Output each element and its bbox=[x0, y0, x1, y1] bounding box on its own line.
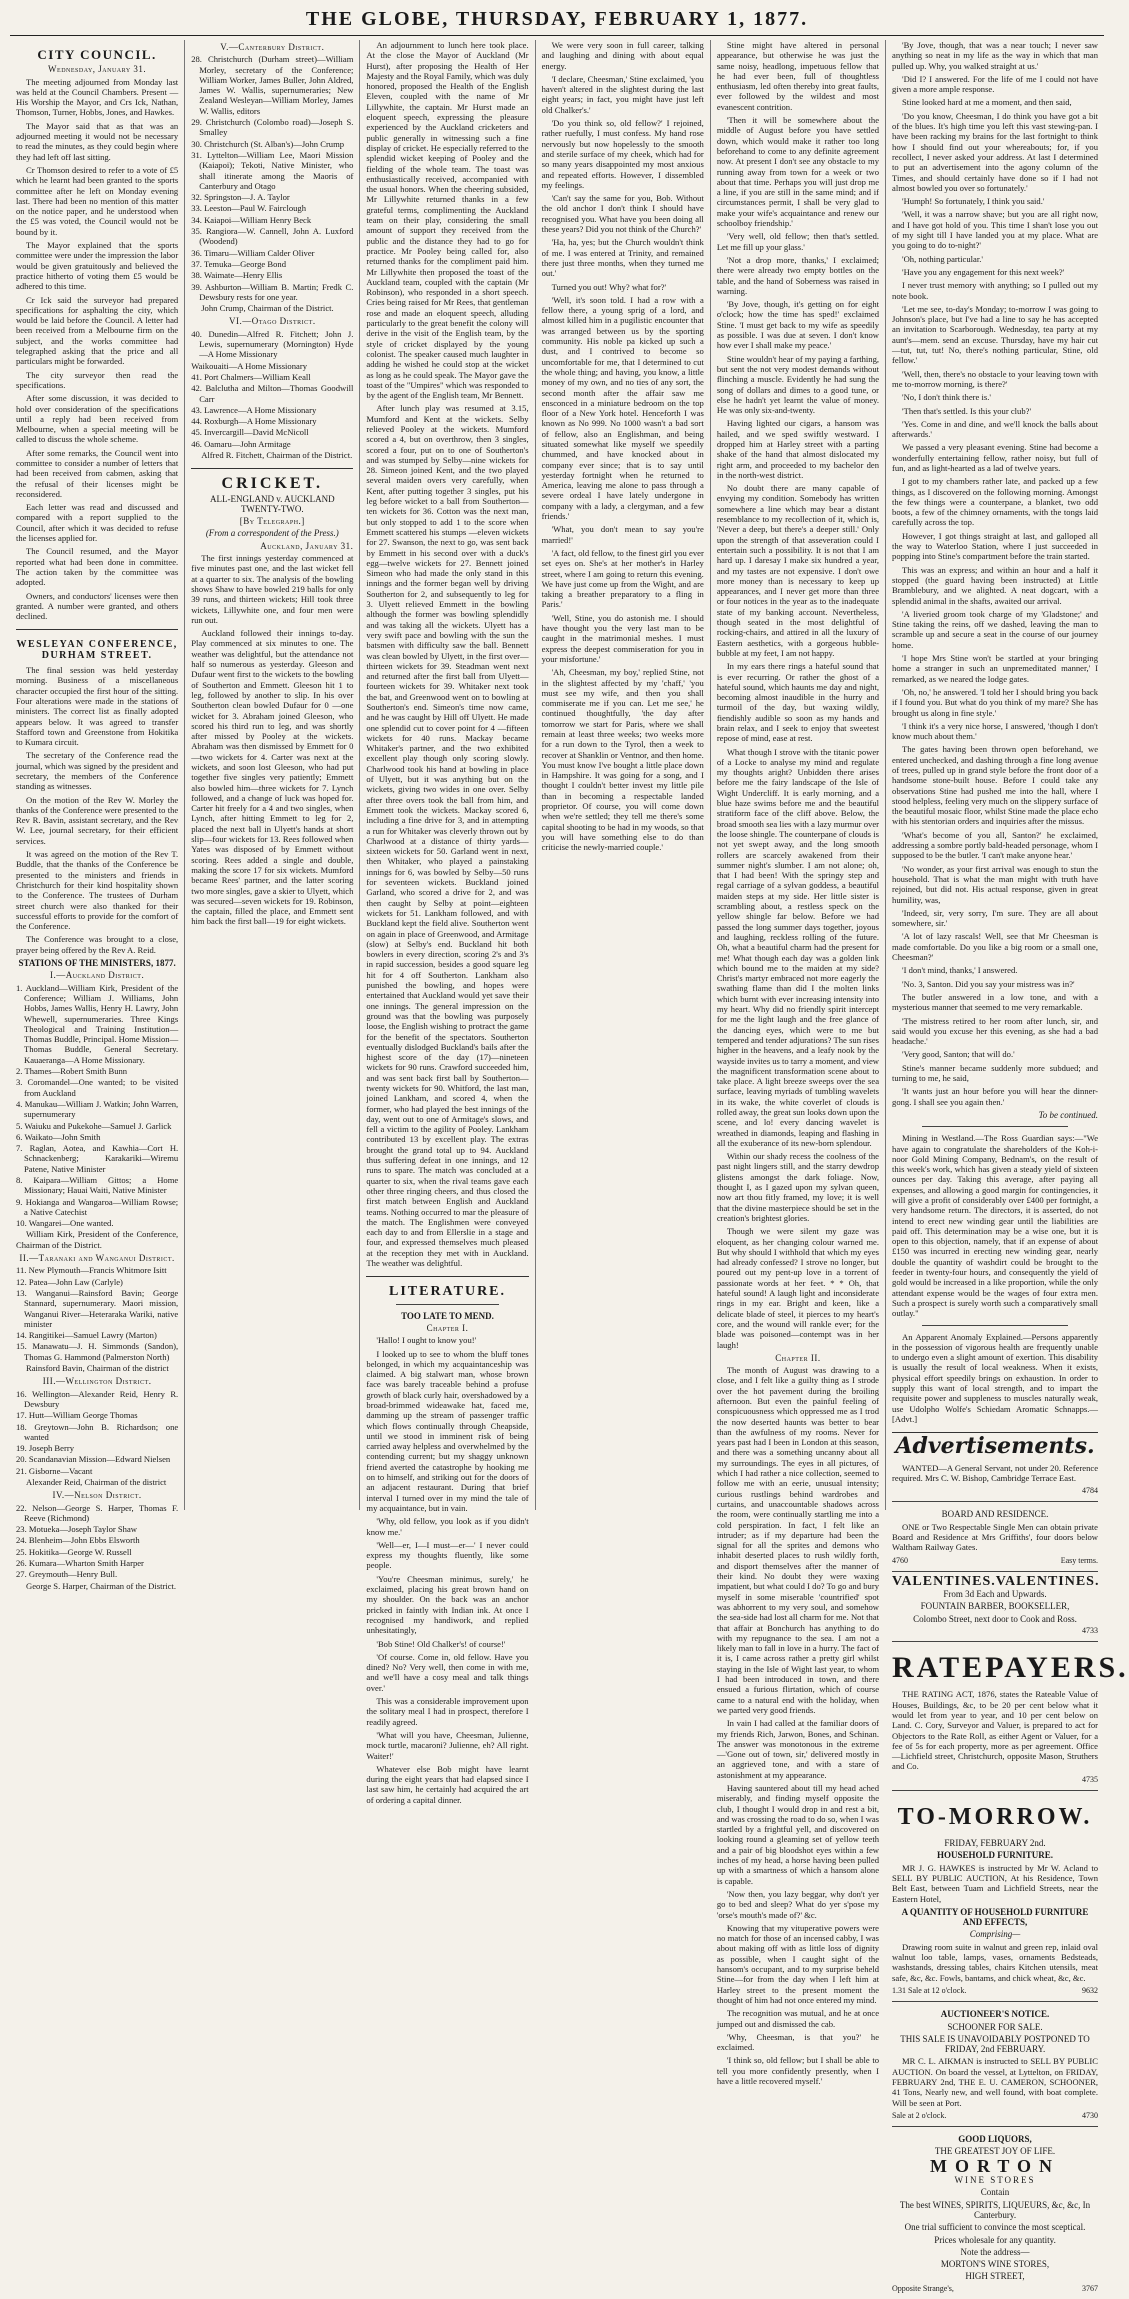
station-entry: 17. Hutt—William George Thomas bbox=[16, 1410, 138, 1421]
column-2 bbox=[185, 40, 360, 1510]
divider bbox=[922, 1126, 1068, 1127]
paragraph: 'Now then, you lazy beggar, why don't yer go to bed and sleep? What do yer s'pose my 'orse's mouth's made of?' &c. bbox=[716, 1888, 880, 1920]
paragraph: 'What will you have, Cheesman, Julienne, mock turtle, macaroni? Julienne, eh? All right. Waiter!' bbox=[366, 1729, 529, 1761]
ad-qty: A QUANTITY OF HOUSEHOLD FURNITURE AND EFFECTS, bbox=[901, 1906, 1089, 1928]
district-heading: I.—Auckland District. bbox=[49, 970, 145, 981]
ad-text: THE RATING ACT, 1876, states the Rateable Value of Houses, Buildings, &c, to be 20 per cent below what it would let from year to year, and 10 per cent below on Land. C. Cory, Surveyor and Valuer, is prepared to act for Objectors to the Rate Roll, as either Agent or Valuer, for a fee of 5s for each property, more as per agreement. Office—Lichfield street, Christchurch, opposite Mason, Struthers and Co. bbox=[892, 1689, 1099, 1772]
ad-number: 3767 bbox=[1082, 2283, 1099, 2293]
divider bbox=[16, 629, 178, 630]
city-council-title: CITY COUNCIL. bbox=[37, 47, 157, 62]
ad-number: 4760 bbox=[892, 1555, 909, 1565]
paragraph: What though I strove with the titanic power of a Locke to analyse my mind and regulate my thoughts aright? Unbidden there arises before me the fairy landscape of the Isle of Wight Undercliff. It is early morning, and a blue haze swims before me and the beautiful stratiform face of the cliff above. Below, the broad smooth sea lies with a lazy murmur over the loose shingle. The counterpane of clouds is not yet swept away, and the long smooth rollers are scarcely awakened from their summer night's slumber. I am not alone; oh, that I had been! With the springy step and regal carriage of a sylvan goddess, a beautiful maiden steps at my side. Her little sister is scrambling about, a restless speck on the yellow shingle far below. Before we had passed the long summer days together, joyous and laughing, reckless rolling of the future. Oh, what a beautiful charm had the present for me! What though each day was a golden link which bound me to the maiden at my side? Christ's martyr embraced not more eagerly the swathing flame than did I the molten links which burnt with ever increasing intensity into my heart. Why did no friendly spirit intercept for me the light laugh and the free glance of the dancing eyes, which were to me but tempered and tender adjurations? The sun rises higher in the heavens, and a leafy nook by the wayside invites us to tarry a moment, and view the magnificent transformation scene about to take place. A light breeze sweeps over the sea surface, leaving myriads of tumbling wavelets in its wake, the white coverlet of clouds is rolled away, the great sun looks down upon the scene, and lo! every dancing wavelet is wreathed in diamonds, leaping and flashing in all the exuberance of its new-born splendour. bbox=[716, 746, 880, 1148]
paragraph: The city surveyor then read the specifications. bbox=[16, 369, 179, 390]
stations-list bbox=[16, 1265, 178, 1362]
paragraph: Stine might have altered in personal appearance, but otherwise he was just the same noisy, headlong, impetuous fellow that he had ever been, full of thoughtless enthusiasm, led often thereby into great faults, ever followed by the wildest and most evanescent contrition. bbox=[716, 40, 880, 112]
station-entry: 27. Greymouth—Henry Bull. bbox=[16, 1569, 118, 1580]
story-body bbox=[717, 1365, 879, 2086]
city-council-date: Wednesday, January 31. bbox=[48, 64, 147, 75]
station-entry: 40. Dunedin—Alfred R. Fitchett; John J. Lewis, supernumerary (Mornington) Hyde—A Home Missionary bbox=[191, 328, 354, 360]
paragraph: Turned you out! Why? what for?' bbox=[551, 281, 667, 292]
ad-trial: One trial sufficient to convince the most sceptical. bbox=[904, 2222, 1086, 2233]
station-entry: 23. Motueka—Joseph Taylor Shaw bbox=[16, 1524, 137, 1535]
paragraph: 'I don't mind, thanks,' I answered. bbox=[902, 965, 1018, 976]
paragraph: 'Of course. Come in, old fellow. Have you dined? No? Very well, then come in with me, and we'll have a cosy meal and talk things over.' bbox=[366, 1651, 529, 1693]
district-heading: V.—Canterbury District. bbox=[220, 42, 325, 52]
ad-number: 9632 bbox=[1082, 1985, 1099, 1995]
paragraph: 'By Jove, though, it's getting on for eight o'clock; how the time has sped!' exclaimed Stine. 'I must get back to my wife as speedily as possible. I was due at seven. I don't know how ever I shall make my peace.' bbox=[716, 299, 880, 351]
paragraph: Stine looked hard at me a moment, and then said, bbox=[902, 97, 1072, 108]
ad-terms: Easy terms. bbox=[1060, 1555, 1099, 1565]
station-entry: 41. Port Chalmers—William Keall bbox=[191, 371, 311, 382]
divider bbox=[191, 468, 353, 469]
ad-number: 4730 bbox=[1082, 2110, 1099, 2120]
station-entry: 16. Wellington—Alexander Reid, Henry R. Dewsbury bbox=[16, 1388, 179, 1409]
paragraph: An adjournment to lunch here took place. At the close the Mayor of Auckland (Mr Hurst), after proposing the Health of Her Majesty and the Royal Family, which was duly honored, proposed the Health of the English Eleven, coupled with the name of Mr Lillywhite, the captain. Mr Hurst made an eloquent speech, expressing the pleasure experienced by the Auckland cricketers and public generally in witnessing such a fine display of cricket. He especially referred to the splendid wicket keeping of Pooley and the fielding of the whole team. The toast was enthusiastically received, accompanied with the usual honors. When the cheering subsided, Mr Lillywhite returned thanks in a few grateful terms, complimenting the Auckland team on their play, considering the small amount of support they received from the public and the distance they had to go for practice. Mr Pooley being called for, also returned thanks for the compliment paid him. Mr Lillywhite then proposed the toast of the Auckland team, coupled with the captain (Mr Robinson), who responded in a short speech. Cries being raised for Mr Rees, that gentleman rose and made an eloquent speech, alluding particularly to the great benefit the colony will derive in the visit of the English team, by the style of cricket displayed by the young colonist. The speaker caused much laughter in adding he wished he could stop at the wicket as long as he could speak. The Mayor gave the toast of the "Umpires" which was responded to by the agent of the English team, Mr Bennett. bbox=[366, 40, 529, 401]
station-entry: 26. Kumara—Wharton Smith Harper bbox=[16, 1558, 144, 1569]
ad-ratepayers bbox=[892, 1642, 1129, 1791]
district-heading: VI.—Otago District. bbox=[229, 316, 316, 327]
anomaly-paragraph: An Apparent Anomaly Explained.—Persons apparently in the possession of vigorous health are frequently unable to undergo even a slight amount of exertion. This disability is usually the result of local weakness. When it exists, physical effort speedily brings on exhaustion. In order to supply this want of local strength, and to impart the requisite power and suppleness to muscles naturally weak, use Udolpho Wolfe's Schiedam Aromatic Schnapps.—[Advt.] bbox=[892, 1331, 1099, 1424]
ratepayers-title: RATEPAYERS. bbox=[892, 1651, 1129, 1685]
station-entry: 14. Rangitikei—Samuel Lawry (Marton) bbox=[16, 1330, 157, 1341]
ad-address: Opposite Strange's, bbox=[892, 2283, 954, 2293]
column-3 bbox=[360, 40, 535, 1805]
paragraph: 'Hallo! I ought to know you!' bbox=[376, 1335, 477, 1346]
ad-items: Drawing room suite in walnut and green rep, inlaid oval walnut loo table, lamps, vases, ornaments Bedsteads, washstands, dressing tables, chairs Kitchen utensils, meat safe, &c, &c. Fowls, bantams, and chick wheat, &c, &c. bbox=[892, 1941, 1099, 1983]
stations-list bbox=[16, 983, 178, 1229]
stations-list bbox=[191, 329, 353, 449]
column-4 bbox=[536, 40, 711, 1510]
station-entry: 33. Leeston—Paul W. Fairclough bbox=[191, 203, 307, 214]
district-chairman: Alfred R. Fitchett, Chairman of the District. bbox=[201, 449, 353, 460]
paragraph: 'A fact, old fellow, to the finest girl you ever set eyes on. She's at her mother's in Harley street, where I am going to return this evening. We have just come up from the Wight, and are taking a breather preparatory to a fling in Paris.' bbox=[541, 547, 704, 610]
paragraph: The secretary of the Conference read the journal, which was signed by the president and secretary, the members of the Conference standing as witnesses. bbox=[16, 750, 179, 792]
station-entry: 8. Kaipara—William Gittos; a Home Missionary; Hauai Waiti, Native Minister bbox=[16, 1174, 179, 1196]
paragraph: 'Very well, old fellow; then that's settled. Let me fill up your glass.' bbox=[716, 231, 880, 252]
paragraph: 'I declare, Cheesman,' Stine exclaimed, 'you haven't altered in the slightest during the last eight years; in fact, you might have just left old Chalker's.' bbox=[541, 73, 704, 115]
paragraph: 'I think it's a very nice horse, I answered, 'though I don't know much about them.' bbox=[892, 720, 1099, 742]
masthead: THE GLOBE, THURSDAY, FEBRUARY 1, 1877. bbox=[10, 8, 1104, 36]
paragraph: 'Oh, nothing particular.' bbox=[902, 253, 983, 264]
paragraph: 'I hope Mrs Stine won't be startled at your bringing home a stranger in such an unpremeditated manner,' I remarked, as we neared the lodge gates. bbox=[892, 653, 1099, 684]
district-chairman: John Crump, Chairman of the District. bbox=[201, 303, 334, 314]
paragraph: In my ears there rings a hateful sound that is ever recurring. Or rather the ghost of a hateful sound, which haunts me day and night, becoming almost inaudible in the hurry and turmoil of the day, but waxing wildly, fiendishly audible so soon as my hands and brain relax, and I seek to enjoy that sweetest repose of mind, ease at rest. bbox=[716, 661, 880, 744]
station-entry: Waikouaiti—A Home Missionary bbox=[191, 360, 307, 371]
paragraph: 'No, I don't think there is.' bbox=[902, 392, 991, 403]
ad-wanted bbox=[892, 1458, 1098, 1503]
station-entry: 37. Temuka—George Bond bbox=[191, 258, 286, 269]
paragraph: 'Did I? I answered. For the life of me I could not have given a more ample response. bbox=[892, 73, 1099, 95]
paragraph: I never trust memory with anything; so I pulled out my note book. bbox=[892, 280, 1099, 301]
ad-tomorrow bbox=[892, 1791, 1098, 2002]
station-entry: 30. Christchurch (St. Alban's)—John Crump bbox=[191, 138, 345, 149]
paragraph: 'It wants just an hour before you will hear the dinner-gong. I shall see you again then.' bbox=[892, 1086, 1099, 1107]
paragraph: 'Then that's settled. Is this your club?' bbox=[902, 405, 1032, 416]
paragraph: 'Do you know, Cheesman, I do think you have got a bit of the blues. It's high time you left this vast stewing-pan. I have been racking my brains for the last fortnight to think how I should find out your whereabouts; for, if you recollect, I never asked your address. At last I determined to put an advertisement into the agony column of the Times, and should certainly have done so if I had not almost bowled you over so fortunately.' bbox=[892, 110, 1099, 193]
paragraph: Each letter was read and discussed and compared with a report supplied to the Council, after which it was decided to refuse the licenses applied for. bbox=[16, 502, 179, 544]
district-heading: IV.—Nelson District. bbox=[52, 1490, 142, 1501]
chapter-heading: Chapter II. bbox=[775, 1352, 821, 1363]
paragraph: The Mayor explained that the sports committee were under the impression the labor would be given gratuitously and believed the practice hitherto of voting them £5 would be adhered to this time. bbox=[16, 240, 179, 292]
station-entry: 39. Ashburton—William B. Martin; Fredk C. Dewsbury rests for one year. bbox=[191, 281, 354, 302]
station-entry: 7. Raglan, Aotea, and Kawhia—Cort H. Schnackenberg; Karakariki—Wiremu Patene, Native Minister bbox=[16, 1143, 179, 1174]
paragraph: 'Why, old fellow, you look as if you didn't know me.' bbox=[366, 1516, 529, 1537]
station-entry: 45. Invercargill—David McNicoll bbox=[191, 427, 309, 438]
ad-shop: FOUNTAIN BARBER, BOOKSELLER, bbox=[920, 1601, 1070, 1612]
ad-number: 4735 bbox=[1082, 1774, 1099, 1784]
paragraph: The recognition was mutual, and he at once jumped out and dismissed the cab. bbox=[716, 2008, 880, 2029]
paragraph: We passed a very pleasant evening. Stine had become a wonderfully entertaining fellow, rather noisy, but full of fun, and as light-hearted as a lad of twelve years. bbox=[892, 442, 1099, 473]
ad-comprising: Comprising— bbox=[969, 1929, 1021, 1940]
paragraph: 'Humph! So fortunately, I think you said.' bbox=[902, 196, 1045, 207]
divider bbox=[366, 1276, 528, 1277]
mining-paragraph: Mining in Westland.—The Ross Guardian says:—"We have again to congratulate the shareholders of the Koh-i-noor Gold Mining Company, Bednam's, on the result of this week's work, which has given a steady yield of sixteen ounces per day. Taking this average, after paying all expenses, and allowing a good margin for contingencies, it will give a profit of considerably over £400 per fortnight, a very handsome return. The directors, it is asserted, do not intend to erect new winding gear until the liabilities are paid off. This determination may be a wise one, but it is open to this objection, namely, that if an expense of about £150 was incurred in erecting new winding gear, nearly double the quantity of washdirt could be brought to the feeder in twenty-four hours, and consequently the yield of gold would be increased in a like proportion, while the only attendant expense would be the wages of four extra men. Such a prospect is surely worth such a comparatively small outlay." bbox=[892, 1133, 1099, 1319]
ad-address: MORTON'S WINE STORES, bbox=[940, 2259, 1050, 2270]
ad-text: ONE or Two Respectable Single Men can obtain private Board and Residence at Mrs Griffiths', four doors below Waltham Railway Gates. bbox=[892, 1521, 1099, 1553]
paragraph: 'Ah, Cheesman, my boy,' replied Stine, not in the slightest affected by my 'chaff,' 'you must see my wife, and then you shall commiserate me if you can. Let me see,' he continued thoughtfully, 'the day after tomorrow we start for Paris, where we shall remain at least three weeks; two weeks more for a run down to the Tyrol, then a week to recover at Shanklin or Ventnor, and then home. You must know I've bought a little place down in Hampshire. It was going for a song, and I thought I couldn't better invest my little pile than in becoming a respectable landed proprietor. Of course, you will come down when we're settled; they tell me there's some capital shooting to be had in my woods, so that you will have something else to do than criticise the newly-married couple.' bbox=[541, 667, 704, 853]
ad-date: FRIDAY, FEBRUARY 2nd. bbox=[944, 1838, 1046, 1849]
paragraph: 'Can't say the same for you, Bob. Without the old anchor I don't think I should have recognised you. What have you been doing all these years? Did you not think of the Church?' bbox=[541, 193, 704, 235]
paragraph: No doubt there are many capable of envying my condition. Somebody has written somewhere a line which may bear a distant resemblance to my recollection of it, which is, 'Never a deep, but there's a deeper still.' Only upon the strength of that asseveration could I entertain such a possibility. It is not that I am hard up. I daresay I make six hundred a year, and my tastes are not expensive. I don't owe more money than is necessary to keep up appearances, and I never get more than three or four notices in the year as to the inadequate state of my banking account. Nevertheless, though seated in the most delightful of rocking-chairs, and attired in all the luxury of Eastern aesthetics, with a gorgeous hubble-bubble at my feet, I am not happy. bbox=[716, 483, 880, 658]
paragraph: I got to my chambers rather late, and packed up a few things, as I discovered on the following morning. Amongst the few things were a counterpane, a blanket, two odd boots, a few of the chimney ornaments, with the tongs laid carefully across the top. bbox=[892, 476, 1099, 528]
station-entry: 28. Christchurch (Durham street)—William Morley, secretary of the Conference; William Worker, James Buller, John Aldred, James W. Wallis, supernumeraries; New Zealand Wesleyan—William Morley, James W. Wallis, editors bbox=[191, 54, 354, 116]
paragraph: After some discussion, it was decided to hold over consideration of the specifications until a reply had been received from Melbourne, when a special meeting will be called to discuss the whole scheme. bbox=[16, 393, 179, 445]
cricket-match: ALL-ENGLAND v. AUCKLAND TWENTY-TWO. bbox=[209, 493, 335, 514]
cricket-body-continued bbox=[366, 40, 528, 1268]
paragraph: The final session was held yesterday morning. Business of a miscellaneous character occupied the first hour of the sitting. Four alterations were made in the stations of ministers. The correct list as finally adopted appears below. It was agreed to transfer Stafford town and Greenstone from Hokitika to Kumara circuit. bbox=[16, 665, 179, 748]
station-entry: 31. Lyttelton—William Lee, Maori Mission (Kaiapoi); Tekoti, Native Minister, who shall itinerate among the Maoris of Canterbury and Otago bbox=[191, 149, 354, 191]
paragraph: 'Yes. Come in and dine, and we'll knock the balls about afterwards.' bbox=[892, 418, 1099, 440]
ad-number: 4733 bbox=[1082, 1626, 1099, 1636]
story-body-continued bbox=[892, 40, 1098, 1107]
station-entry: 6. Waikato—John Smith bbox=[16, 1131, 101, 1142]
station-entry: 10. Wangarei—One wanted. bbox=[16, 1218, 114, 1229]
station-entry: 43. Lawrence—A Home Missionary bbox=[191, 404, 317, 415]
district-chairman: William Kirk, President of the Conference, Chairman of the District. bbox=[16, 1229, 179, 1250]
story-body-continued bbox=[542, 40, 704, 853]
ad-price: From 3d Each and Upwards. bbox=[943, 1589, 1047, 1600]
column-5 bbox=[711, 40, 886, 2086]
paragraph: In vain I had called at the familiar doors of my friends Rich, Jarwon, Bones, and Schinan. The answer was monotonous in the extreme—'Gone out of town, sir,' delivered mostly in an aggrieved tone, and with a stare of astonishment at my appearance. bbox=[716, 1718, 880, 1780]
paragraph: The gates having been thrown open beforehand, we entered unchecked, and dashing through a fine long avenue of trees, pulled up in grand style before the front door of a handsome stone-built house. Before I could take any observations Stine had pushed me into the hall, where I stood helpless, feeling very much on the slippery surface of the beautiful mosaic floor, whilst Stine made the place echo with his stentorian orders and inquiries after the missus. bbox=[892, 744, 1099, 827]
valentines-right: VALENTINES. bbox=[995, 1573, 1100, 1589]
column-6 bbox=[886, 40, 1129, 2293]
paragraph: Though we were silent my gaze was eloquent, as her changing colour warned me. But why should I withhold that which my eyes had already confessed? I strove no longer, but poured out my pent-up love in a torrent of passionate words at her feet. * * Oh, that hateful sound! A laugh light and inconsiderate rings in my ear. Bright and keen, like a delicate blade of steel, it pierces to my heart's core, and the wound will rankle ever; for the blade was poisoned—contempt was in her laugh! bbox=[716, 1226, 880, 1350]
story-body bbox=[366, 1335, 528, 1805]
paragraph: The Council resumed, and the Mayor reported what had been done in committee. The action taken by the committee was adopted. bbox=[16, 546, 179, 588]
ad-notice bbox=[892, 2002, 1098, 2127]
wesleyan-body bbox=[16, 665, 178, 955]
ad-address: Colombo Street, next door to Cook and Ross. bbox=[913, 1613, 1077, 1624]
literature-title: LITERATURE. bbox=[388, 1284, 507, 1300]
district-chairman: Rainsford Bavin, Chairman of the district bbox=[26, 1363, 169, 1374]
ad-text: MR J. G. HAWKES is instructed by Mr W. Acland to SELL BY PUBLIC AUCTION, At his Residence, Town Belt East, between Tuam and Lichfield Streets, near the Eastern Hotel, bbox=[892, 1862, 1099, 1904]
paragraph: 'Well—er, I—I must—er—' I never could express my thoughts fluently, like some people. bbox=[366, 1539, 529, 1571]
paragraph: 'Well, Stine, you do astonish me. I should have thought you the very last man to be caught in the matrimonial meshes. I must express the deepest commiseration for you in your misfortune.' bbox=[541, 612, 704, 664]
paragraph: Having sauntered about till my head ached miserably, and finding myself opposite the club, I thought I would drop in and rest a bit, and was crossing the road to do so, when I was startled by a frightful yell, and discovered on looking round a gleaming set of yellow teeth and a pair of big bloodshot eyes within a few inches of my head, a horse having been pulled up with a smartness of which a hansom alone is capable. bbox=[716, 1782, 880, 1886]
paragraph: 'Why, Cheesman, is that you?' he exclaimed. bbox=[716, 2031, 880, 2053]
to-be-continued: To be continued. bbox=[1038, 1109, 1099, 1120]
ad-good: GOOD LIQUORS, bbox=[958, 2134, 1032, 2145]
station-entry: 38. Waimate—Henry Ellis bbox=[191, 270, 283, 281]
paragraph: 'You're Cheesman minimus, surely,' he exclaimed, placing his great brown hand on my shoulder. On the back was an anchor pricked in faintly with Indian ink. At once I recognised my handiwork, and replied unhesitatingly, bbox=[366, 1573, 529, 1636]
cricket-title: CRICKET. bbox=[221, 475, 324, 493]
ad-kind: HOUSEHOLD FURNITURE. bbox=[937, 1850, 1054, 1861]
district-chairman: Alexander Reid, Chairman of the district bbox=[26, 1477, 167, 1487]
paragraph: 'Let me see, to-day's Monday; to-morrow I was going to Johnson's place, but I've had a line to say he has accepted an invitation to Scarborough. Wednesday, tea party at my aunt's—mem. send an excuse. Thursday, have my hair cut—tut, tut, tut! No, there's nothing particular, Stine, old fellow.' bbox=[892, 303, 1099, 366]
paragraph: The butler answered in a low tone, and with a mysterious manner that seemed to me very remarkable. bbox=[892, 991, 1099, 1013]
station-entry: 9. Hokianga and Wangaroa—William Rowse; a Native Catechist bbox=[16, 1196, 179, 1217]
ad-note: Note the address— bbox=[960, 2246, 1030, 2257]
ad-number: 4784 bbox=[1082, 1486, 1099, 1496]
ad-morton bbox=[892, 2127, 1098, 2299]
paragraph: Stine's manner became suddenly more subdued; and turning to me, he said, bbox=[892, 1062, 1099, 1084]
paragraph: 'What's become of you all, Santon?' he exclaimed, addressing a sombre portly bald-headed personage, whom I supposed to be the butler. 'I can't make anyone hear.' bbox=[892, 829, 1099, 861]
paragraph: 'Well, then, there's no obstacle to your leaving town with me to-morrow morning, is there?' bbox=[892, 368, 1099, 389]
ad-text: MR C. L. AIKMAN is instructed to SELL BY PUBLIC AUCTION. On board the vessel, at Lyttelton, on FRIDAY, FEBRUARY 2nd, THE E. U. CAMERON, SCHOONER, 41 Tons, Nearly new, and well found, with boat complete. Will be seen at Port. bbox=[892, 2056, 1099, 2108]
advertisements-header: Advertisements. bbox=[895, 1433, 1095, 1460]
paragraph: This was an express; and within an hour and a half it stopped (the guard having been instructed) at Little Bramblebury, and we alighted. A neat dogcart, with a splendid animal in the shafts, awaited our arrival. bbox=[892, 564, 1099, 606]
station-entry: 2. Thames—Robert Smith Bunn bbox=[16, 1066, 128, 1077]
paragraph: 'Oh, no,' he answered. 'I told her I should bring you back if I found you. But what do you think of my mare? She has brought us along in fine style.' bbox=[892, 686, 1099, 718]
station-entry: 44. Roxburgh—A Home Missionary bbox=[191, 416, 317, 427]
paragraph: 'What, you don't mean to say you're married!' bbox=[541, 524, 704, 545]
paragraph: On the motion of the Rev W. Morley the thanks of the Conference were presented to the Rev R. Bavin, assistant secretary, and the Rev W. Lee, journal secretary, for their efficient services. bbox=[16, 794, 179, 846]
paragraph: 'Have you any engagement for this next week?' bbox=[902, 266, 1065, 277]
station-entry: 21. Gisborne—Vacant bbox=[16, 1465, 93, 1476]
morton-name: MORTON bbox=[929, 2155, 1061, 2176]
ad-postponed: THIS SALE IS UNAVOIDABLY POSTPONED TO FRIDAY, 2nd FEBRUARY. bbox=[900, 2033, 1090, 2055]
paragraph: 'Not a drop more, thanks,' I exclaimed; there were already two empty bottles on the table, and the hand of Soberness was raised in warning. bbox=[716, 254, 880, 296]
station-entry: 19. Joseph Berry bbox=[16, 1443, 74, 1454]
station-entry: 46. Oamaru—John Armitage bbox=[191, 438, 291, 449]
divider bbox=[922, 1325, 1068, 1326]
paragraph: The meeting adjourned from Monday last was held at the Council Chambers. Present —His Worship the Mayor, and Crs Ick, Nathan, Thomson, Turner, Hobbs, Jones, and Hawkes. bbox=[16, 76, 179, 118]
paragraph: Cr Thomson desired to refer to a vote of £5 which he learnt had been granted to the sports committee after he left on Monday evening last. There had been no mention of this matter on the notice paper, and he understood when the £5 was voted, the Council would not be bound by it. bbox=[16, 164, 179, 237]
paragraph: 'Indeed, sir, very sorry, I'm sure. They are all about somewhere, sir.' bbox=[892, 907, 1099, 929]
station-entry: 36. Timaru—William Calder Oliver bbox=[191, 247, 315, 258]
paragraph: Owners, and conductors' licenses were then granted. A number were granted, and others declined. bbox=[16, 590, 179, 622]
cricket-body bbox=[191, 553, 353, 927]
paragraph: The first innings yesterday commenced at five minutes past one, and the last wicket fell at a quarter to six. The analysis of the bowling shows Shaw to have bowled 219 balls for only 39 runs, and thirteen wickets; Hill took three wickets, Lillywhite one, and four men were run out. bbox=[191, 553, 354, 625]
station-entry: 42. Balclutha and Milton—Thomas Goodwill Carr bbox=[191, 383, 354, 404]
paragraph: 'No wonder, as your first arrival was enough to stun the household. That is what the man might with truth have rejoined, but did not. His actual response, given in great humility, was, bbox=[892, 863, 1099, 905]
paragraph: Stine wouldn't hear of my paying a farthing, but sent the not very modest demands without flinching a muscle. Evidently he had sung the song of dollars and dimes to a good tune, or else he hadn't yet learnt the value of money. He was only six-and-twenty. bbox=[716, 353, 880, 416]
paragraph: 'Ha, ha, yes; but the Church wouldn't think of me. I was entered at Trinity, and remained there just three months, when they turned me out.' bbox=[541, 237, 704, 279]
ad-best: The best WINES, SPIRITS, LIQUEURS, &c, &c, In Canterbury. bbox=[899, 2199, 1091, 2220]
paragraph: 'Well, it was a narrow shave; but you are all right now, and I have got hold of you. This time I shan't lose you out of my sight till I have landed you at my place. What are you going to do to-night?' bbox=[892, 209, 1099, 251]
paragraph: 'Well, it's soon told. I had a row with a fellow there, a young sprig of a lord, and almost killed him in a pugilistic encounter that was arranged between us by the sporting community. His noble pa kicked up such a dust, and I contrived to become so uncomfortable for me, that I determined to cut the whole thing; and having, you know, a little money of my own, and no ties of any sort, the second month after the affair saw me ensconced in a miniature bedroom on the top floor of a New York hotel. Henceforth I was known as No 999. No 1000 wasn't a bad sort of fellow, also an Englishman, and being situated somewhat like myself we speedily chummed, and have knocked about in company ever since; that is to say until yesterday fortnight when he returned to America, leaving me alone to pass through a severe ordeal I have lately undergone in company with a lady, a clergyman, and a few friends.' bbox=[541, 294, 704, 522]
paragraph: After some remarks, the Council went into committee to consider a number of letters that had been received from cabmen, asking that the refusal of their licenses might be reconsidered. bbox=[16, 447, 179, 499]
paragraph: 'Then it will be somewhere about the middle of August before you have settled down, which would make it rather too long beforehand to come to any definite agreement now. At present I don't see any obstacle to my running away from town for a week or two about that time. Perhaps you will just drop me a line, if you are still in the same mind; and if circumstances permit, I shall be very glad to make your wife's acquaintance and renew our schoolboy friendship.' bbox=[716, 115, 880, 229]
station-entry: 24. Blenheim—John Ebbs Elsworth bbox=[16, 1535, 140, 1546]
paragraph: 'Bob Stine! Old Chalker's! of course!' bbox=[376, 1638, 506, 1649]
paragraph: After lunch play was resumed at 3.15, Mumford and Kent at the wickets. Selby relieved Pooley at the wickets. Mumford scored a 4, but on overthrow, then 3 singles, scored a four, put on to one of Southerton's and was stumped by Selby—nine wickets for 28. Simeon joined Kent, and the two played several maiden overs very carefully, when Kent, after putting together 3 singles, put his leg before wicket to a ball from Southerton—ten wickets for 36. Cotton was the next man, but only stopped to add 1 to the score when Emmett scattered his stumps —eleven wickets for 27. Swanson, the next to go, was sent back by Emmett in his second over with a duck's egg—twelve wickets for 27. Bennett joined Simeon who had made the only stand in this innings and the former began well by driving Southerton for 2, and subsequently to leg for 3. Ulyett relieved Emmett in the bowling although the former was bowling splendidly and was taking all the wickets. Ulyett has a very swift pace and bowling with the sun the batsmen with difficulty saw the ball. Bennett was clean bowled by Ulyett, in the first over—thirteen wickets for 39. Steadman went next and returned after the first ball from Ulyett— fourteen wickets for 39. Whitaker next took the bat, and Greenwood went on to bowling at Southerton's end. Simeon's time now came, and he was caught by Hill off Ulyett. He made one splendid cut to cover point for 4 —fifteen wickets for 40 runs. Mackay became Whitaker's partner, and the two exhibited excellent play though only scoring slowly. Charlwood took his hand at bowling in place of Ulyett, but it was anything but on the wickets, giving two wides in one over. Selby after three overs took the ball from him, and Emmett took the wickets. Mackay scored 6, including a fine drive for 3, and in attempting a run for Whitaker was cleverly thrown out by Charlwood at a distance of thirty yards—sixteen wickets for 50. Garland went in next, then Whitaker, who played a painstaking innings for 6, was bowled by Selby—50 runs for seventeen wickets. Buckland joined Garland, who scored a drive for 2, and was then caught by Selby at point—eighteen wickets for 51. Lankham followed, and with Buckland kept the field alive. Southerton went on again in place of Greenwood, and Armitage (slow) at Selby's end. Buckland hit both bowlers in every direction, scoring 2's and 3's in rapid succession, besides a good square leg hit for 4 off Southerton. Lankham also punished the bowling, and hopes were entertained that Auckland would yet save their one innings. The general impression on the ground was that the bowling was purposely loose, the English wishing to protract the game for the benefit of the spectators. Southerton eventually dislodged Buckland's bails after the highest score of the day (17)—nineteen wickets for 90 runs. Crawford succeeded him, and was sent back first ball by Southerton—twenty wickets for 90. Whitford, the last man, joined Lankham, and scored 4, when the former, who had played the best innings of the day, went out to one of Armitage's slows, and fell a victim to the agility of Pooley. Lankham contributed 13 by excellent play. The extras brought the grand total up to 94. Auckland thus suffering defeat in one innings, and 12 runs to spare. The match was concluded at a quarter to six, when the rival teams gave each other three ringing cheers, and thus closed the first match between English and Auckland teams. Nothing occurred to mar the pleasure of the match. The Englishmen were conveyed each day to and from Ellerslie in a stage and four, and expressed themselves much pleased at the reception they met with in Auckland. The weather was delightful. bbox=[366, 403, 529, 1269]
paragraph: The Mayor said that as that was an adjourned meeting it would not be necessary to read the minutes, as they could begin where they had left off last sitting. bbox=[16, 120, 179, 162]
station-entry: 4. Manukau—William J. Watkin; John Warren, supernumerary bbox=[16, 1098, 179, 1120]
paragraph: Cr Ick said the surveyor had prepared specifications for asphalting the city, which would be laid before the Council. A letter had been received from a Melbourne firm on the subject, and the works committee had telegraphed asking that the price and all particulars might be forwarded. bbox=[16, 294, 179, 367]
stations-title: STATIONS OF THE MINISTERS, 1877. bbox=[18, 958, 176, 969]
station-entry: 22. Nelson—George S. Harper, Thomas F. Reeve (Richmond) bbox=[16, 1502, 179, 1523]
station-entry: 12. Patea—John Law (Carlyle) bbox=[16, 1276, 123, 1287]
station-entry: 18. Greytown—John B. Richardson; one wanted bbox=[16, 1421, 179, 1442]
paragraph: 'Do you think so, old fellow?' I rejoined, rather ruefully, I must confess. My hand rose nervously but now hopelessly to the smooth and sterile surface of my cheek, which had for so many years disappointed my most anxious and repeated efforts. However, I dissembled my feelings. bbox=[541, 118, 704, 190]
paragraph: The Conference was brought to a close, prayer being offered by the Rev A. Reid. bbox=[16, 934, 179, 955]
station-entry: 25. Hokitika—George W. Russell bbox=[16, 1546, 132, 1557]
station-entry: 20. Scandanavian Mission—Edward Nielsen bbox=[16, 1454, 171, 1465]
ad-stores: WINE STORES bbox=[954, 2175, 1036, 2186]
paragraph: Having lighted our cigars, a hansom was hailed, and we sped swiftly westward. I dropped him at Harley street with a parting shake of the hand that almost dislocated my right arm, and proceeded to my bachelor den in the north-west district. bbox=[716, 418, 880, 480]
divider bbox=[396, 1304, 498, 1305]
station-entry: 32. Springston—J. A. Taylor bbox=[191, 192, 290, 203]
stations-list bbox=[191, 54, 353, 302]
wesleyan-title: WESLEYAN CONFERENCE, DURHAM STREET. bbox=[16, 639, 178, 661]
paragraph: This was a considerable improvement upon the solitary meal I had in prospect, therefore I readily agreed. bbox=[366, 1696, 529, 1727]
tomorrow-title: TO-MORROW. bbox=[897, 1804, 1093, 1831]
valentines-left: VALENTINES. bbox=[892, 1573, 996, 1589]
station-entry: 11. New Plymouth—Francis Whitmore Isitt bbox=[16, 1265, 167, 1276]
column-1 bbox=[10, 40, 185, 1591]
paragraph: We were very soon in full career, talking and laughing and dining with about equal energy. bbox=[541, 40, 704, 71]
paragraph: 'A lot of lazy rascals! Well, see that Mr Cheesman is made comfortable. Do you like a big room or a small one, Cheesman?' bbox=[892, 931, 1099, 963]
station-entry: 13. Wanganui—Rainsford Bavin; George Stannard, supernumerary. Maori mission, Wanganui River—Heteraraka Wariki, native minister bbox=[16, 1287, 179, 1329]
station-entry: 15. Manawatu—J. H. Simmonds (Sandon), Thomas G. Hammond (Palmerston North) bbox=[16, 1341, 179, 1362]
ad-title: AUCTIONEER'S NOTICE. bbox=[940, 2009, 1050, 2020]
district-chairman: George S. Harper, Chairman of the District. bbox=[26, 1580, 177, 1591]
city-council-body bbox=[16, 77, 178, 622]
story-body-continued bbox=[717, 40, 879, 1350]
stations-list bbox=[16, 1389, 178, 1476]
station-entry: 1. Auckland—William Kirk, President of the Conference; William J. Williams, John Hobbs, James Wallis, Henry H. Lawry, John Whewell, supernumeraries. Three Kings Theological and Training Institution—Thomas Buddle, Principal. Home Mission—Thomas Buddle, General Secretary. Kauaeranga—A Home Missionary. bbox=[16, 982, 179, 1065]
ad-time: 1.31 Sale at 12 o'clock. bbox=[892, 1985, 967, 1995]
paragraph: 'Very good, Santon; that will do.' bbox=[902, 1049, 1015, 1060]
paragraph: Whatever else Bob might have learnt during the eight years that had elapsed since I last saw him, he certainly had acquired the art of ordering a capital dinner. bbox=[366, 1763, 529, 1805]
paragraph: It was agreed on the motion of the Rev T. Buddle, that the thanks of the Conference be presented to the ministers and friends in Christchurch for their kind hospitality shown to the Conference. The trustees of Durham street church were also thanked for their successful efforts to provide for the comfort of the Conference. bbox=[16, 849, 179, 932]
ad-title: BOARD AND RESIDENCE. bbox=[941, 1509, 1049, 1520]
ad-valentines bbox=[892, 1572, 1098, 1642]
ad-contain: Contain bbox=[980, 2187, 1010, 2198]
paragraph: However, I got things straight at last, and galloped all the way to Waterloo Station, where I just succeeded in popping into Stine's compartment before the train started. bbox=[892, 530, 1099, 562]
station-entry: 35. Rangiora—W. Cannell, John A. Luxford (Woodend) bbox=[191, 226, 354, 247]
ad-address: HIGH STREET, bbox=[965, 2271, 1025, 2282]
station-entry: 3. Coromandel—One wanted; to be visited from Auckland bbox=[16, 1077, 179, 1098]
paragraph: 'I think so, old fellow; but I shall be able to tell you more confidently presently, when I have a little recovered myself.' bbox=[716, 2055, 880, 2086]
paragraph: 'The mistress retired to her room after lunch, sir, and said would you excuse her this evening, as she had a bad headache.' bbox=[892, 1015, 1099, 1047]
ad-text: WANTED—A General Servant, not under 20. Reference required. Mrs C. W. Bishop, Cambridge Terrace East. bbox=[892, 1462, 1099, 1483]
paragraph: The month of August was drawing to a close, and I felt like a guilty thing as I strode over the hot pavement during the broiling afternoon. But even the painful feeling of conspicuousness which oppressed me as I trod the now deserted haunts was better to bear than the awfulness of my rooms. Never for years past had I been in London at this season, and there was a something uncanny about all my surroundings. The eyes in all pictures, of which I had rather a nice collection, seemed to follow me with an eerie, unusual intensity; curious rustlings behind wardrobes and curtains, and unaccountable shadows across the room, were continually startling me into a cold perspiration. In fact, I felt like an intruder; as if my departure had been the signal for all the sprites and demons who inhabit deserted places to rush wildly forth, and disport themselves after the manner of their kind. No doubt they were waxing impatient, but what could I do? To go and bury myself in some miserable 'countrified' spot was abhorrent to my very soul, and somehow the sea-side had lost all charm for me. Not that that affair at Bonchurch has anything to do with my repugnance to the sea. I am not a likely man to fall in love in a hurry. The fact of it is, I came across rather a pretty girl whilst staying in the Isle of Wight last year, to whom I had been introduced in town, and there ensued a furious flirtation, which of course came to a natural end with the holiday, when we parted very good friends. bbox=[716, 1365, 880, 1715]
station-entry: 5. Waiuku and Pukekohe—Samuel J. Garlick bbox=[16, 1120, 172, 1131]
chapter-heading: Chapter I. bbox=[426, 1322, 469, 1333]
story-title: TOO LATE TO MEND. bbox=[401, 1310, 494, 1321]
paragraph: Knowing that my vituperative powers were no match for those of an incensed cabby, I was about making off with as little loss of dignity as possible, when I caught sight of the hansom's occupant, and to my surprise beheld Stine—for from the day when I left him at Harley street to the present moment the thought of him had not once entered my mind. bbox=[716, 1922, 880, 2005]
district-heading: III.—Wellington District. bbox=[42, 1376, 152, 1387]
station-entry: 29. Christchurch (Colombo road)—Joseph S. Smalley bbox=[191, 117, 354, 138]
paragraph: Within our shady recess the coolness of the past night lingers still, and the starry dewdrop glistens amongst the dark foliage. Now, thought I, as I gazed upon my sylvan queen, now art thou fitly framed, my love; it is well that the divine masterpiece should be set in the creation's brightest glories. bbox=[716, 1151, 880, 1223]
stations-list bbox=[16, 1503, 178, 1580]
paragraph: 'No. 3, Santon. Did you say your mistress was in?' bbox=[902, 978, 1075, 989]
paragraph: Auckland followed their innings to-day. Play commenced at six minutes to one. The weather was delightful, but the attendance not half so numerous as yesterday. Gleeson and Dufaur went first to the wickets to the bowling of Southerton and Emmett. Gleeson hit 1 to leg, followed by another to slip. In his over Southerton clean bowled Dufaur for 0 —one wicket for 3. Abraham joined Gleeson, who scored his third run to leg, and was shortly after missed by Pooley at the wickets. Abraham was then dismissed by Emmett for 0—two wickets for 4. Carter was next at the wickets, and soon lost Gleeson, who had put together five singles very patiently; Emmett also bowled him—three wickets for 7. Lynch followed, and a change of luck was hoped for. Carter hit freely for a 4 and two singles, when Lynch, after hitting Emmett to leg for 2, placed the next ball in Ulyett's hands at short slip—four wickets for 13. Rees followed when Yates was disposed of by Emmett without scoring. Rees added a single and double, making the score 17 for six wickets. Mumford became Rees' partner, and the latter scoring two more singles, gave a skier to Ulyett, which was secured—seven wickets for 19. Robinson, the captain, filled the place, and Emmett sent him back the first ball—19 for eight wickets. bbox=[191, 628, 354, 927]
ad-board bbox=[892, 1502, 1098, 1571]
ad-joy: THE GREATEST JOY OF LIFE. bbox=[934, 2146, 1056, 2157]
ad-schooner: SCHOONER FOR SALE. bbox=[947, 2021, 1043, 2032]
cricket-dateline: Auckland, January 31. bbox=[260, 540, 354, 551]
ad-prices: Prices wholesale for any quantity. bbox=[934, 2234, 1056, 2245]
cricket-correspondent: (From a correspondent of the Press.) bbox=[205, 528, 339, 539]
paragraph: 'By Jove, though, that was a near touch; I never saw anything so neat in my life as the way in which that man pulled up. Why, you walked straight at us.' bbox=[892, 40, 1099, 71]
columns bbox=[10, 40, 1129, 2293]
ad-time: Sale at 2 o'clock. bbox=[892, 2110, 947, 2120]
paragraph: 'A liveried groom took charge of my 'Gladstone;' and Stine taking the reins, off we dashed, leaving the man to scramble up and secure a seat in the course of our journey home. bbox=[892, 608, 1099, 650]
station-entry: 34. Kaiapoi—William Henry Beck bbox=[191, 214, 312, 225]
cricket-telegraph: [By Telegraph.] bbox=[239, 516, 305, 527]
district-heading: II.—Taranaki and Wanganui District. bbox=[19, 1253, 175, 1264]
paragraph: I looked up to see to whom the bluff tones belonged, in which my acquaintanceship was claimed. A big stalwart man, whose brown face was barely traceable behind a profuse growth of black curly hair, overshadowed by a broad-brimmed wideawake hat, faced me, damming up the stream of passenger traffic which flows continually through Cheapside, until we stood in imminent risk of being carried away helpless and overwhelmed by the contending current; but my shaggy unknown friend averted the catastrophe by hooking me on to himself, and striking out for the doors of an adjacent restaurant. During that brief interval I turned over in my mind the tale of my acquaintance, but in vain. bbox=[366, 1348, 529, 1513]
